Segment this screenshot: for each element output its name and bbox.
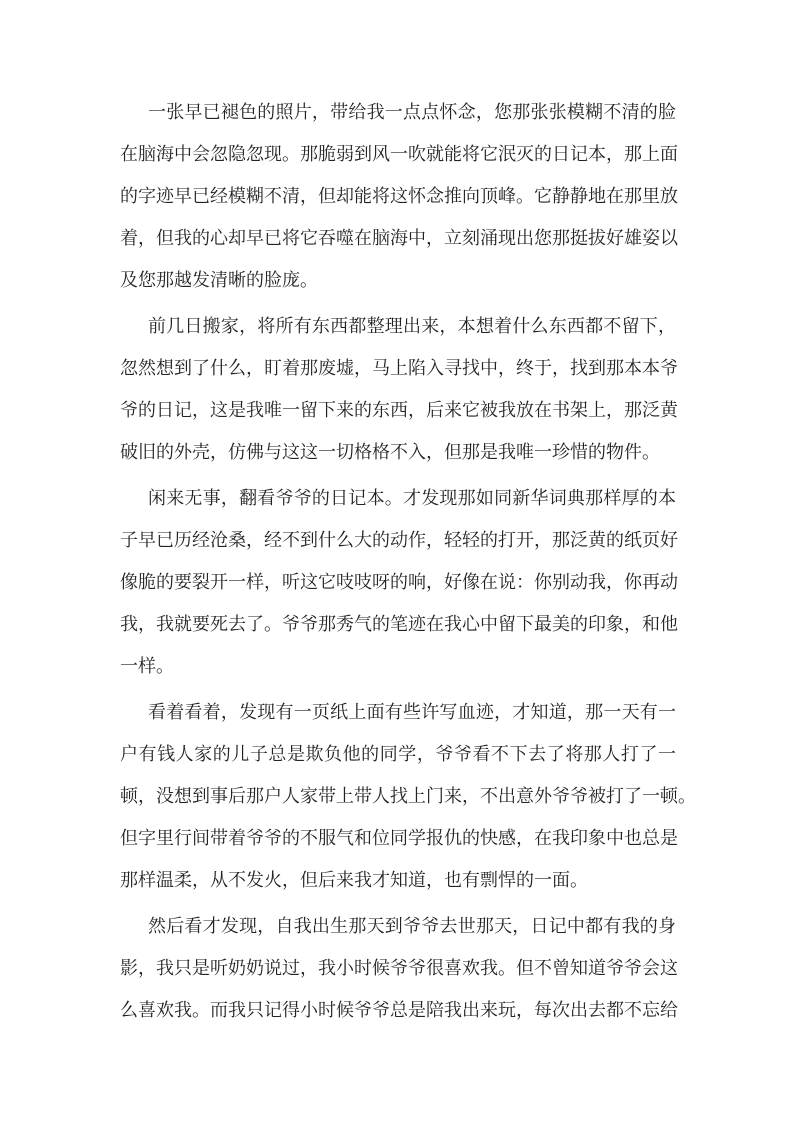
text-line: 爷的日记，这是我唯一留下来的东西，后来它被我放在书架上，那泛黄 (120, 400, 678, 421)
text-line: 一样。 (120, 656, 174, 677)
text-line: 的字迹早已经模糊不清，但却能将这怀念推向顶峰。它静静地在那里放 (120, 186, 678, 207)
paragraph-1 (120, 92, 676, 302)
text-line: 但字里行间带着爷爷的不服气和位同学报仇的快感，在我印象中也总是 (120, 828, 678, 849)
paragraph-5 (120, 906, 676, 1032)
text-line: 忽然想到了什么，盯着那废墟，马上陷入寻找中，终于，找到那本本爷 (120, 358, 678, 379)
text-line: 然后看才发现，自我出生那天到爷爷去世那天，日记中都有我的身 (148, 916, 676, 937)
text-line: 户有钱人家的儿子总是欺负他的同学，爷爷看不下去了将那人打了一 (120, 744, 676, 765)
paragraph-3 (120, 478, 676, 688)
text-line: 那样温柔，从不发火，但后来我才知道，也有剽悍的一面。 (120, 870, 588, 891)
document-page (120, 92, 696, 1036)
text-line: 子早已历经沧桑，经不到什么大的动作，轻轻的打开，那泛黄的纸页好 (120, 530, 678, 551)
text-line: 像脆的要裂开一样，听这它吱吱呀的响，好像在说：你别动我，你再动 (120, 572, 678, 593)
text-line: 影，我只是听奶奶说过，我小时候爷爷很喜欢我。但不曾知道爷爷会这 (120, 958, 678, 979)
text-line: 顿，没想到事后那户人家带上带人找上门来，不出意外爷爷被打了一顿。 (120, 786, 696, 807)
text-line: 及您那越发清晰的脸庞。 (120, 270, 318, 291)
paragraph-2 (120, 306, 676, 474)
text-line: 前几日搬家，将所有东西都整理出来，本想着什么东西都不留下， (148, 316, 676, 337)
text-line: 着，但我的心却早已将它吞噬在脑海中，立刻涌现出您那挺拔好雄姿以 (120, 228, 678, 249)
text-line: 破旧的外壳，仿佛与这这一切格格不入，但那是我唯一珍惜的物件。 (120, 442, 660, 463)
text-line: 闲来无事，翻看爷爷的日记本。才发现那如同新华词典那样厚的本 (148, 488, 676, 509)
text-line: 我，我就要死去了。爷爷那秀气的笔迹在我心中留下最美的印象，和他 (120, 614, 678, 635)
paragraph-4 (120, 692, 696, 902)
text-line: 一张早已褪色的照片，带给我一点点怀念，您那张张模糊不清的脸 (148, 102, 676, 123)
text-line: 么喜欢我。而我只记得小时候爷爷总是陪我出来玩，每次出去都不忘给 (120, 1000, 678, 1021)
text-line: 看着看着，发现有一页纸上面有些许写血迹，才知道，那一天有一 (148, 702, 676, 723)
text-line: 在脑海中会忽隐忽现。那脆弱到风一吹就能将它泯灭的日记本，那上面 (120, 144, 678, 165)
